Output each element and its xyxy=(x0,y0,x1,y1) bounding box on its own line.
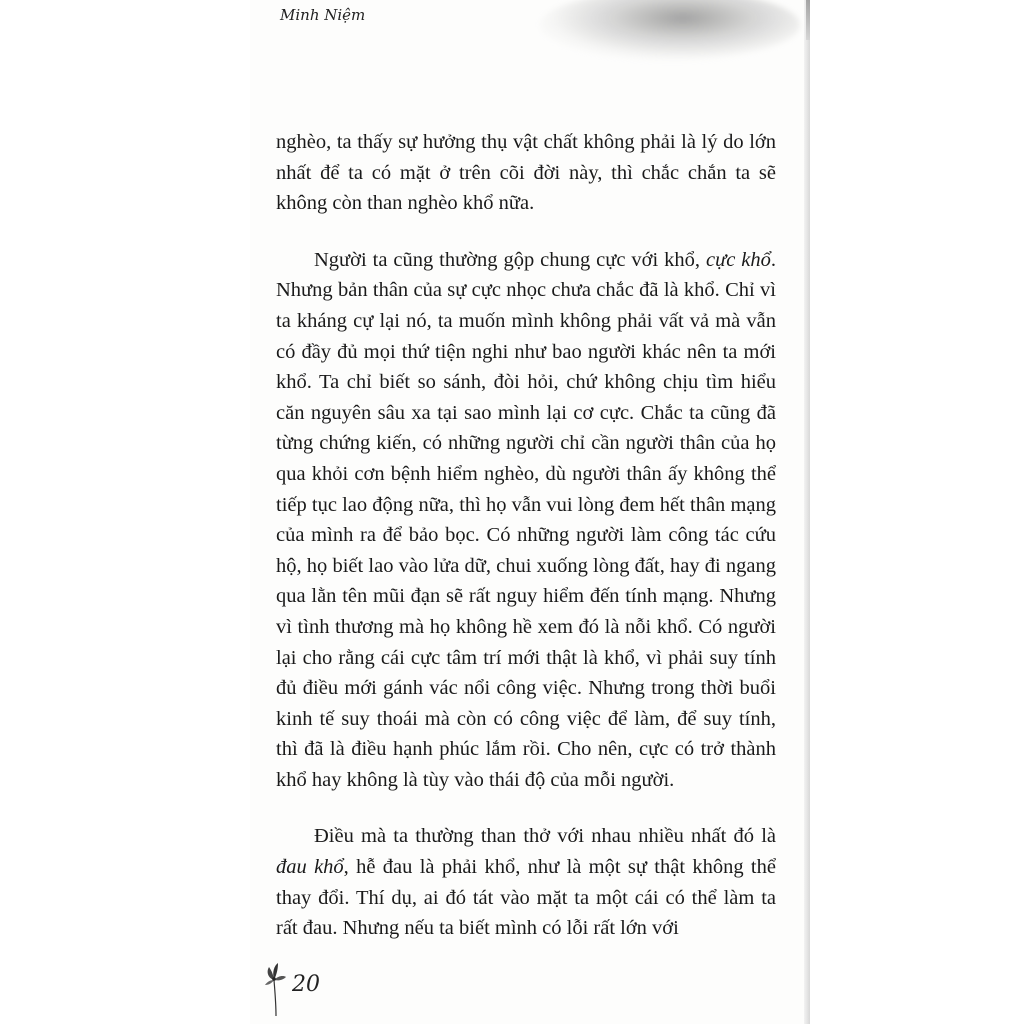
page-footer xyxy=(262,958,320,1018)
running-header-author: Minh Niệm xyxy=(280,6,366,24)
italic-term-dau-kho: đau khổ xyxy=(276,856,344,879)
italic-term-cuc-kho: cực khổ xyxy=(705,248,771,271)
body-text xyxy=(276,127,776,944)
right-margin xyxy=(810,0,1024,1024)
book-page xyxy=(250,0,810,1024)
page-number: 20 xyxy=(292,972,320,997)
paragraph-3: Điều mà ta thường than thở với nhau nhiều nhất đó là đau khổ, hễ đau là phải khổ, như là một sự thật không thể thay đổi. Thí dụ, ai đó tát vào mặt ta một cái có thể làm ta rất đau. Nhưng nếu ta biết mình có lỗi rất lớn với xyxy=(276,825,776,940)
ink-smudge xyxy=(540,0,800,60)
paragraph-2: Người ta cũng thường gộp chung cực với khổ, cực khổ. Nhưng bản thân của sự cực nhọc chưa chắc đã là khổ. Chỉ vì ta kháng cự lại nó, ta muốn mình không phải vất vả mà vẫn có đầy đủ mọi thứ tiện nghi như bao người khác nên ta mới khổ. Ta chỉ biết so sánh, đòi hỏi, chứ không chịu tìm hiểu căn nguyên sâu xa tại sao mình lại cơ cực. Chắc ta cũng đã từng chứng kiến, có những người chỉ cần người thân của họ qua khỏi cơn bệnh hiểm nghèo, dù người thân ấy không thể tiếp tục lao động nữa, thì họ vẫn vui lòng đem hết thân mạng của mình ra để bảo bọc. Có những người làm công tác cứu hộ, họ biết lao vào lửa dữ, chui xuống lòng đất, hay đi ngang qua lằn tên mũi đạn sẽ rất nguy hiểm đến tính mạng. Nhưng vì tình thương mà họ không hề xem đó là nỗi khổ. Có người lại cho rằng cái cực tâm trí mới thật là khổ, vì phải suy tính đủ điều mới gánh vác nổi công việc. Nhưng trong thời buổi kinh tế suy thoái mà còn có công việc để làm, để suy tính, thì đã là điều hạnh phúc lắm rồi. Cho nên, cực có trở thành khổ hay không là tùy vào thái độ của mỗi người. xyxy=(276,248,777,791)
left-margin xyxy=(0,0,250,1024)
paragraph-1: nghèo, ta thấy sự hưởng thụ vật chất không phải là lý do lớn nhất để ta có mặt ở trên cõi đời này, thì chắc chắn ta sẽ không còn than nghèo khổ nữa. xyxy=(276,131,776,215)
flower-icon xyxy=(262,958,290,1018)
